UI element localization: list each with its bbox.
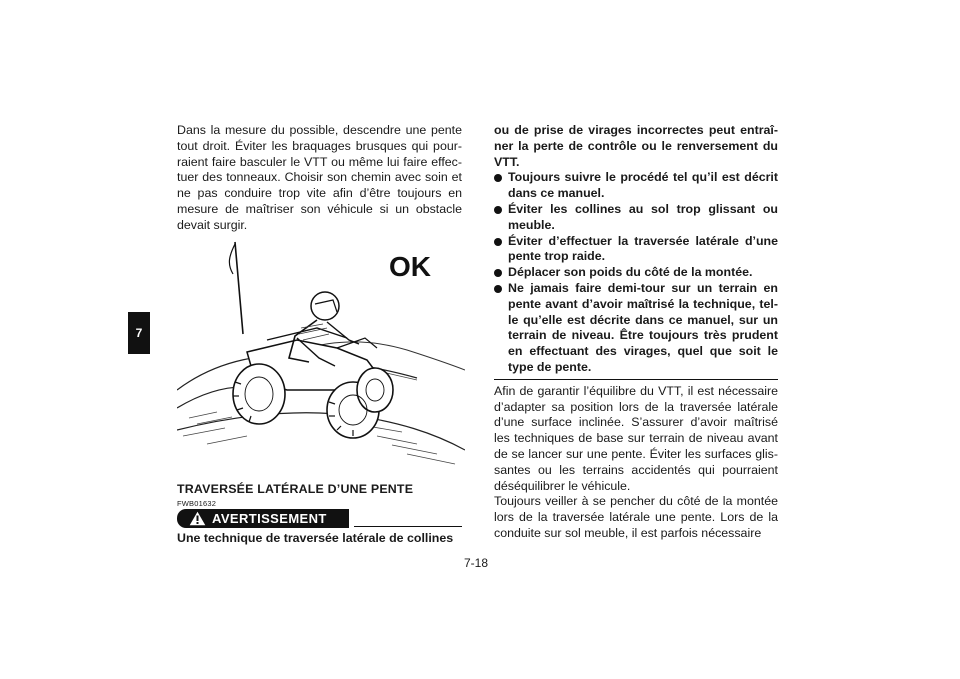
- warning-continued: ou de prise de virages incorrectes peut entraî-ner la perte de contrôle ou le renversement du VTT.: [494, 123, 778, 169]
- bullet-icon: [494, 269, 502, 277]
- warning-triangle-icon: [189, 511, 206, 526]
- bullet-item: [494, 170, 778, 202]
- paragraph-lean: Toujours veiller à se pencher du côté de la montée lors de la traversée latérale une pente. Lors de la conduite sur sol meuble, il est parfois nécessaire: [494, 494, 778, 540]
- paragraph-balance: Afin de garantir l’équilibre du VTT, il est nécessaire d’adapter sa position lors de la traversée latérale d’une surface inclinée. S’assurer d’avoir maîtrisé les techniques de base sur terrain de niveau avant de se lancer sur une pente. Éviter les surfaces glis-santes ou les terrains accidentés qui pourraient déséquilibrer le véhicule.: [494, 383, 778, 493]
- warning-code: FWB01632: [177, 499, 217, 508]
- bullet-icon: [494, 285, 502, 293]
- bullet-text: Toujours suivre le procédé tel qu’il est décrit dans ce manuel.: [508, 170, 778, 201]
- bullet-icon: [494, 238, 502, 246]
- page-number: 7-18: [464, 556, 489, 570]
- warning-badge-label: AVERTISSEMENT: [212, 511, 327, 526]
- intro-paragraph: Dans la mesure du possible, descendre une pente tout droit. Éviter les braquages brusques qui pour-raient faire basculer le VTT ou même lui faire effec-tuer des tonneaux. Choisir son chemin avec soin et ne pas conduire trop vite afin d’être toujours en mesure de maîtriser son véhicule si un obstacle devait surgir.: [177, 123, 462, 232]
- bullet-item: [494, 234, 778, 266]
- ok-label: OK: [389, 251, 431, 282]
- atv-illustration: [177, 240, 465, 472]
- warning-badge: [177, 509, 349, 528]
- bullet-text: Déplacer son poids du côté de la montée.: [508, 265, 753, 280]
- warning-end-rule: [494, 379, 778, 380]
- bullet-icon: [494, 206, 502, 214]
- atv-side-hill-drawing: [177, 240, 465, 472]
- left-column: [177, 123, 462, 234]
- chapter-tab: 7: [128, 312, 150, 354]
- bullet-text: Éviter d’effectuer la traversée latérale d’une pente trop raide.: [508, 233, 778, 264]
- section-title: TRAVERSÉE LATÉRALE D’UNE PENTE: [177, 482, 414, 496]
- bullet-text: Éviter les collines au sol trop glissant ou meuble.: [508, 201, 778, 232]
- bullet-item: [494, 202, 778, 234]
- bullet-item: [494, 281, 778, 376]
- warning-text: Une technique de traversée latérale de collines: [177, 531, 454, 545]
- warning-bullet-list: [494, 170, 778, 375]
- bullet-item: [494, 265, 778, 281]
- right-column: [494, 123, 778, 542]
- bullet-text: Ne jamais faire demi-tour sur un terrain en pente avant d’avoir maîtrisé la technique, tel-le qu’elle est décrite dans ce manuel, sur un terrain de niveau. Être toujours très prudent en effectuant des virages, quel que soit le type de pente.: [508, 280, 778, 374]
- warning-rule: [354, 526, 462, 527]
- bullet-icon: [494, 174, 502, 182]
